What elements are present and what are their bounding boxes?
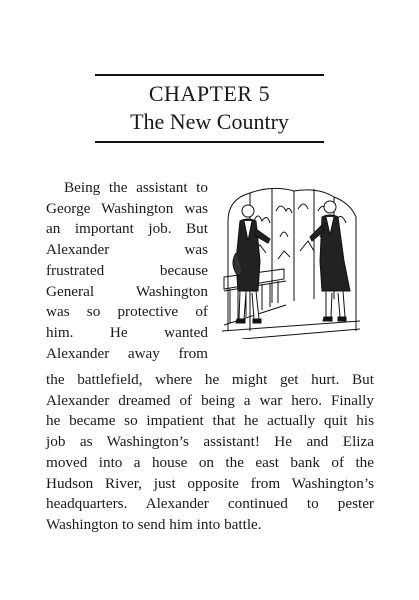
text-line: Alexander away from xyxy=(46,344,208,362)
text-line: the battlefield, where he might get hurt. But xyxy=(46,371,374,388)
wrapped-paragraph xyxy=(46,178,208,364)
chapter-title: The New Country xyxy=(130,109,289,134)
text-line: frustrated because xyxy=(46,261,208,279)
text-line: was so protective of xyxy=(46,303,208,321)
text-line: George Washington was xyxy=(46,199,208,217)
full-width-paragraph xyxy=(46,370,374,536)
text-line: General Washington xyxy=(46,282,208,300)
text-line: moved into a house on the east bank of the xyxy=(46,453,374,471)
chapter-number: CHAPTER 5 xyxy=(148,81,271,106)
text-line: job as Washington’s assistant! He and Eliza xyxy=(46,433,374,451)
text-line: him. He wanted xyxy=(46,323,208,341)
text-line: Hudson River, just opposite from Washington’s xyxy=(46,474,374,492)
bottom-rule xyxy=(95,141,324,143)
text-line: headquarters. Alexander continued to pester xyxy=(46,495,374,513)
washington-and-hamilton-illustration xyxy=(222,181,360,339)
text-line: Alexander was xyxy=(46,241,208,259)
text-line: Being the assistant to xyxy=(64,179,208,196)
text-line: he became so impatient that he actually quit his xyxy=(46,412,374,430)
text-line: an important job. But xyxy=(46,220,208,238)
top-rule xyxy=(95,74,324,76)
text-line: Washington to send him into battle. xyxy=(46,515,262,533)
text-line: Alexander dreamed of being a war hero. Finally xyxy=(46,391,374,409)
